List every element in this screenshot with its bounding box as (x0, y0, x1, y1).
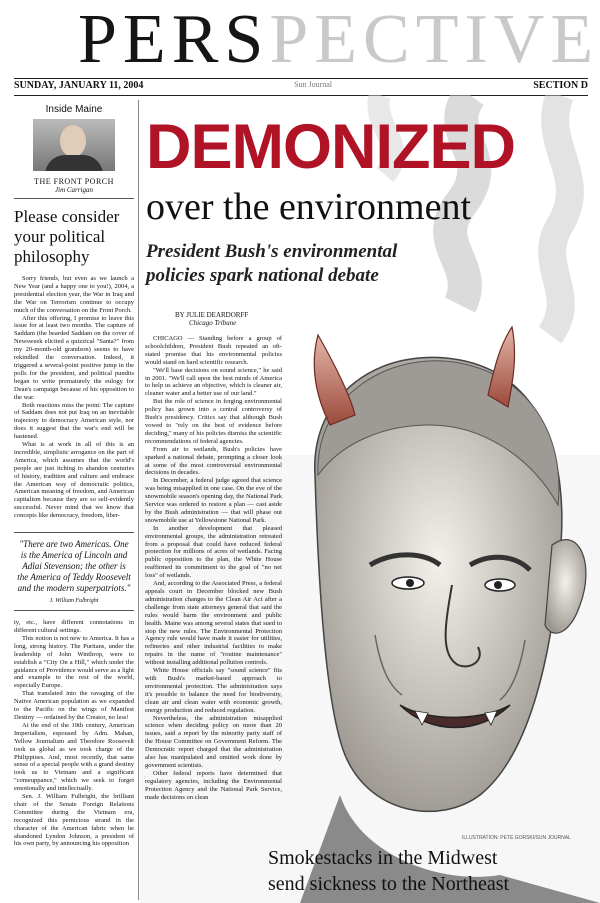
column-paragraph: This notion is not new to America. It has a long, strong history. The Puritans, under the leadership of John Winthrop, were to establish a "City On a Hill," which under the guidance of Providence would serve as a light and example to the rest of the world, especially Europe. (14, 634, 134, 690)
masthead (0, 0, 600, 78)
column-paragraph: At the end of the 19th century, American Imperialism, espoused by Adm. Mahan, Yellow Journalism and Theodore Roosevelt took us global as we took charge of the Philippines. And, most recently, that same sense of a special people with a grand destiny took us to Vietnam and a significant "comeuppance," which we seek to forget emotionally and intellectually. (14, 721, 134, 793)
story-paragraph: Other federal reports have determined that regulatory agencies, including the Environmental Protection Agency and the National Park Service, made decisions on clean (145, 769, 282, 801)
paper-name: Sun Journal (294, 80, 332, 89)
dateline-bar (14, 78, 588, 96)
byline (175, 311, 248, 327)
right-horn (488, 327, 515, 407)
column-paragraph: Sorry friends, but even as we launch a New Year (and a happy one to you!), 2004, a presidential election year, the War in Iraq and the War on Terrorism continue to occupy much of the conversation on the Front Porch. (14, 275, 134, 314)
photo-suit (45, 155, 103, 171)
story-paragraph: In another development that pleased environmental groups, the administration retreated from a proposal that could have reduced federal protection for millions of acres of wetlands. Facing public opposition to the plan, the White House reaffirmed its commitment to the goal of "no net loss" of wetlands. (145, 524, 282, 580)
column-name: THE FRONT PORCH (34, 177, 114, 186)
story-deck: President Bush's environmental policies spark national debate (146, 241, 398, 286)
column-paragraph: What is at work in all of this is an incredible, simplistic arrogance on the part of America, which assumes that the world's people are just itching to abandon centuries of history, tradition and culture and embrace the American way of democratic politics, American meaning of freedom, and American capitalism because they are so self-evidently successful. Never mind that we know that concepts like democracy, freedom, liber- (14, 441, 134, 520)
main-headline: DEMONIZED (146, 112, 515, 182)
photo-head (60, 125, 86, 157)
story-paragraph: But the role of science in forging environmental policy has grown into a central controversy of Bush's presidency. Critics say that although Bush vowed to "rely on the best of evidence before deciding," many of his policies dismiss the scientific recommendations of federal agencies. (145, 398, 282, 445)
story-paragraph: In December, a federal judge agreed that science was being misapplied in one case. On the eve of the snowmobile season's opening day, the National Park Service was ordered to restore a plan — cast aside by the Bush administration — that will phase out snowmobile use at Yellowstone National Park. (145, 477, 282, 524)
pull-quote (14, 532, 134, 611)
smoke-plume (550, 95, 570, 335)
bottom-headline (268, 845, 509, 897)
column-paragraph: After this offering, I promise to leave this issue for at least two months. The capture of Saddam (the bearded Saddam on the cover of Newsweek elicited a quizzical "Santa?" from my 20-month-old grandson) seems to have rekindled the conversation. Indeed, it triggered a several-point positive jump in the polls for the president, and political pundits began to write prematurely the eulogy for Dean's campaign because of his opposition to the war. (14, 314, 134, 401)
byline-org: Chicago Tribune (189, 319, 237, 327)
column-headline: Please consider your political philosophy (14, 207, 120, 266)
section-label: SECTION D (533, 80, 588, 91)
masthead-title-dark: PERS (78, 1, 270, 78)
column-paragraph: ty, etc., have different connotations in different cultural settings. (14, 619, 134, 634)
columnist-photo (33, 119, 115, 171)
column-text-bottom (14, 619, 134, 848)
story-paragraph: White House officials say "sound science" fits with Bush's market-based approach to environmental protection. The administration says it's possible to balance the need for biodiversity, clean air and clean water with economic growth, energy production and reduced regulation. (145, 667, 282, 714)
story-paragraph: From air to wetlands, Bush's policies have sparked a national debate, prompting a closer look at some of the most controversial environmental decisions in decades. (145, 445, 282, 477)
column-paragraph: Both reactions miss the point: The capture of Saddam does not put Iraq on an inevitable trajectory to democracy American style, nor does it suggest that the war's end will be hastened. (14, 401, 134, 441)
story-paragraph: "We'll base decisions on sound science," he said in 2001. "We'll call upon the best minds of America to help us achieve an objective, which is cleaner air, cleaner water and a better use of our land." (145, 366, 282, 398)
story-body (145, 335, 282, 801)
bottom-headline-line1: Smokestacks in the Midwest (268, 847, 498, 869)
story-paragraph: And, according to the Associated Press, a federal appeals court in December blocked new Bush administration changes to the Clean Air Act after a challenge from state attorneys general that said the rules would harm the environment and public health. Maine was among several states that sued to stop the new rules. The Environmental Protection Agency rule would have made it easier for utilities, refineries and other industrial facilities to make repairs in the name of "routine maintenance" without installing additional pollution controls. (145, 580, 282, 667)
pull-quote-attribution: J. William Fulbright (49, 598, 99, 605)
column-author: Jim Carrigan (14, 186, 134, 199)
masthead-title (78, 2, 599, 78)
left-horn (314, 335, 355, 425)
masthead-title-light: PECTIVE (269, 1, 600, 78)
byline-author: BY JULIE DEARDORFF (175, 311, 249, 319)
column-paragraph: That translated into the ravaging of the Native American population as we expanded to the Pacific on the wings of Manifest Destiny — ordained by the Creator, no less! (14, 690, 134, 721)
story-paragraph: CHICAGO — Standing before a group of schoolchildren, President Bush repeated an oft-stated promise that his environmental policies would stand on hard scientific research. (145, 335, 282, 366)
inside-maine-label: Inside Maine (45, 104, 103, 115)
issue-date: SUNDAY, JANUARY 11, 2004 (14, 80, 144, 91)
story-paragraph: Nevertheless, the administration misapplied science when deciding policy on more than 20 issues, said a report by the minority party staff of the House Committee on Government Reform. The Democratic report charged that the administration also has manipulated and omitted work done by government scientists. (145, 714, 282, 769)
column-text-top (14, 275, 134, 520)
pull-quote-text: "There are two Americas. One is the America of Lincoln and Adlai Stevenson; the other is the America of Teddy Roosevelt and the modern superpatriots." (17, 539, 131, 594)
sidebar-column (14, 100, 134, 900)
bottom-headline-line2: send sickness to the Northeast (268, 873, 510, 895)
illustration-credit: ILLUSTRATION: PETE GORSKI/SUN JOURNAL (462, 835, 571, 841)
column-divider (138, 100, 139, 900)
main-subheadline: over the environment (146, 186, 472, 228)
column-paragraph: Sen. J. William Fulbright, the brilliant chair of the Senate Foreign Relations Committee during the Vietnam era, recognized this pernicious strand in the character of the American fabric when he abandoned Lyndon Johnson, a president of his own party, by announcing his opposition (14, 793, 134, 848)
